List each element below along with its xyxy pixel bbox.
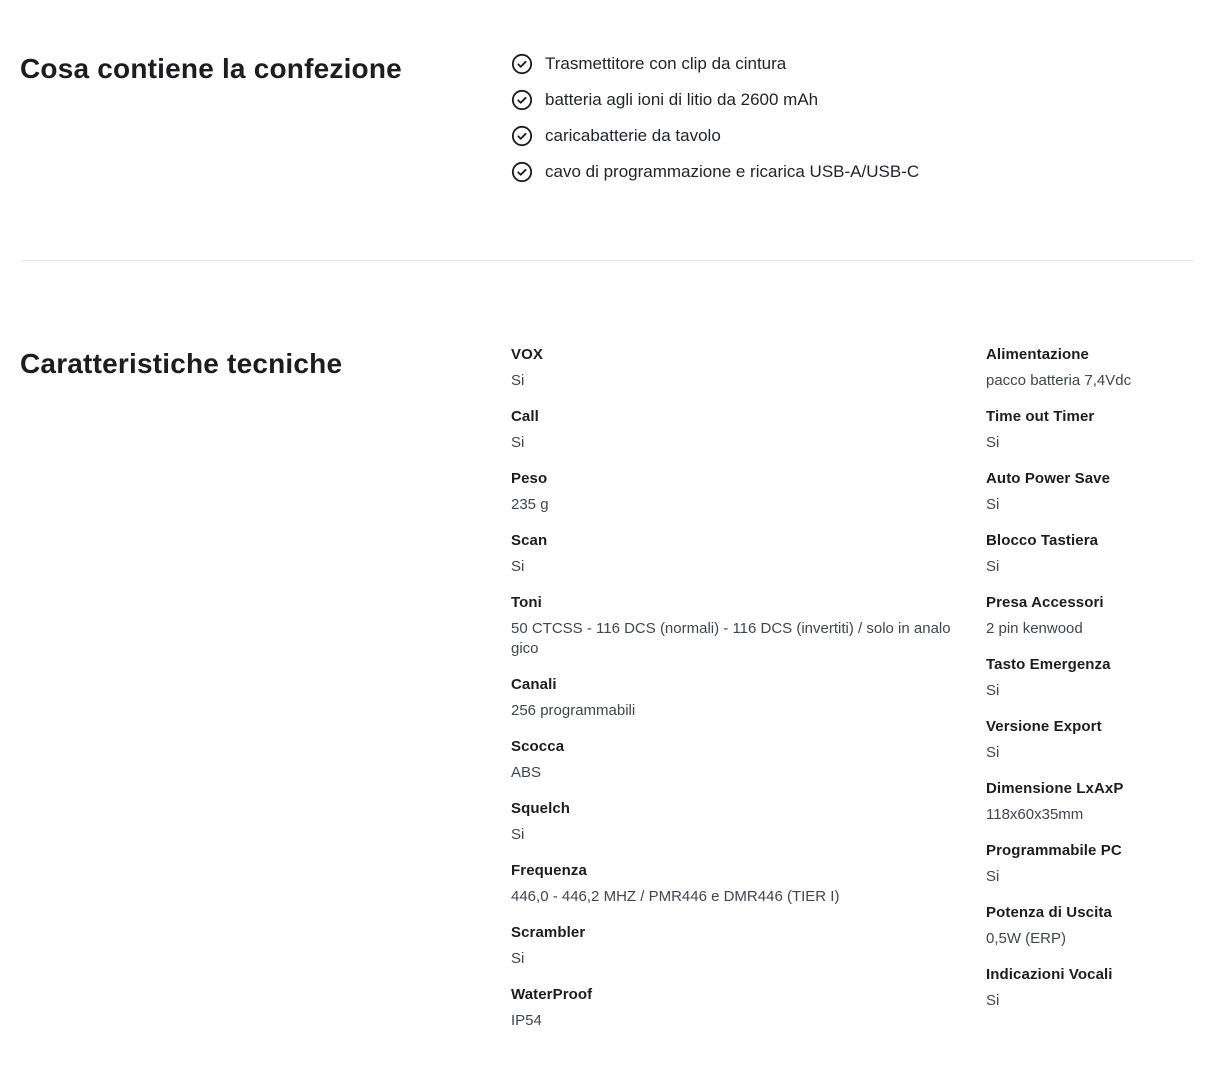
circle-check-icon <box>511 53 533 75</box>
spec-item <box>986 407 1194 453</box>
tech-specs-section <box>0 261 1214 1047</box>
spec-label: Alimentazione <box>986 346 1089 363</box>
spec-value: ABS <box>511 764 542 781</box>
spec-item <box>511 531 986 577</box>
spec-item <box>511 799 986 845</box>
spec-value: Si <box>986 744 1000 761</box>
spec-item <box>511 593 986 659</box>
spec-label: Call <box>511 408 539 425</box>
spec-value: IP54 <box>511 1012 542 1029</box>
spec-value: pacco batteria 7,4Vdc <box>986 372 1132 389</box>
spec-label: WaterProof <box>511 986 593 1003</box>
spec-label: VOX <box>511 346 543 363</box>
spec-item <box>511 737 986 783</box>
spec-item <box>511 923 986 969</box>
spec-value: 256 programmabili <box>511 702 636 719</box>
package-list-item <box>511 160 1194 184</box>
spec-item <box>511 469 986 515</box>
spec-value: Si <box>511 950 525 967</box>
spec-value: 2 pin kenwood <box>986 620 1083 637</box>
spec-item <box>986 841 1194 887</box>
spec-item <box>511 407 986 453</box>
spec-value: Si <box>986 496 1000 513</box>
package-section-title: Cosa contiene la confezione <box>20 53 402 84</box>
package-item-text: Trasmettitore con clip da cintura <box>545 54 787 73</box>
spec-value: Si <box>986 682 1000 699</box>
spec-item <box>986 345 1194 391</box>
spec-value: Si <box>986 434 1000 451</box>
spec-label: Peso <box>511 470 548 487</box>
spec-label: Canali <box>511 676 557 693</box>
package-list-item <box>511 124 1194 148</box>
package-contents-section <box>0 0 1214 260</box>
spec-label: Versione Export <box>986 718 1102 735</box>
spec-item <box>986 593 1194 639</box>
spec-value: Si <box>511 826 525 843</box>
spec-label: Auto Power Save <box>986 470 1111 487</box>
package-item-text: batteria agli ioni di litio da 2600 mAh <box>545 90 819 109</box>
spec-value: 50 CTCSS - 116 DCS (normali) - 116 DCS (invertiti) / solo in analogico <box>511 620 951 657</box>
spec-item <box>986 965 1194 1011</box>
spec-label: Toni <box>511 594 542 611</box>
spec-label: Time out Timer <box>986 408 1095 425</box>
package-list-item <box>511 52 1194 76</box>
specs-columns <box>511 345 1194 1047</box>
spec-value: Si <box>986 868 1000 885</box>
spec-item <box>986 469 1194 515</box>
spec-label: Frequenza <box>511 862 587 879</box>
spec-value: 0,5W (ERP) <box>986 930 1067 947</box>
package-list-item <box>511 88 1194 112</box>
package-content-column <box>511 50 1194 184</box>
spec-value: 118x60x35mm <box>986 806 1084 823</box>
spec-item <box>511 345 986 391</box>
spec-value: Si <box>986 558 1000 575</box>
spec-label: Dimensione LxAxP <box>986 780 1124 797</box>
spec-item <box>986 531 1194 577</box>
spec-item <box>511 861 986 907</box>
spec-label: Scocca <box>511 738 565 755</box>
package-item-text: caricabatterie da tavolo <box>545 126 721 145</box>
specs-section-title: Caratteristiche tecniche <box>20 348 343 379</box>
package-list <box>511 50 1194 184</box>
specs-title-column <box>20 345 511 383</box>
spec-label: Programmabile PC <box>986 842 1122 859</box>
spec-value: 235 g <box>511 496 549 513</box>
package-title-column <box>20 50 511 88</box>
spec-value: Si <box>511 558 525 575</box>
spec-value: Si <box>511 434 525 451</box>
spec-item <box>511 675 986 721</box>
specs-column <box>986 345 1194 1047</box>
spec-label: Scan <box>511 532 548 549</box>
spec-item <box>511 985 986 1031</box>
spec-label: Indicazioni Vocali <box>986 966 1113 983</box>
spec-label: Squelch <box>511 800 571 817</box>
spec-label: Tasto Emergenza <box>986 656 1111 673</box>
package-item-text: cavo di programmazione e ricarica USB-A/USB-C <box>545 162 920 181</box>
specs-column <box>511 345 986 1047</box>
spec-value: Si <box>511 372 525 389</box>
spec-label: Presa Accessori <box>986 594 1104 611</box>
circle-check-icon <box>511 125 533 147</box>
spec-label: Scrambler <box>511 924 586 941</box>
spec-item <box>986 779 1194 825</box>
spec-label: Blocco Tastiera <box>986 532 1099 549</box>
circle-check-icon <box>511 161 533 183</box>
spec-item <box>986 903 1194 949</box>
spec-item <box>986 655 1194 701</box>
spec-value: Si <box>986 992 1000 1009</box>
spec-label: Potenza di Uscita <box>986 904 1112 921</box>
circle-check-icon <box>511 89 533 111</box>
spec-value: 446,0 - 446,2 MHZ / PMR446 e DMR446 (TIER I) <box>511 888 840 905</box>
spec-item <box>986 717 1194 763</box>
